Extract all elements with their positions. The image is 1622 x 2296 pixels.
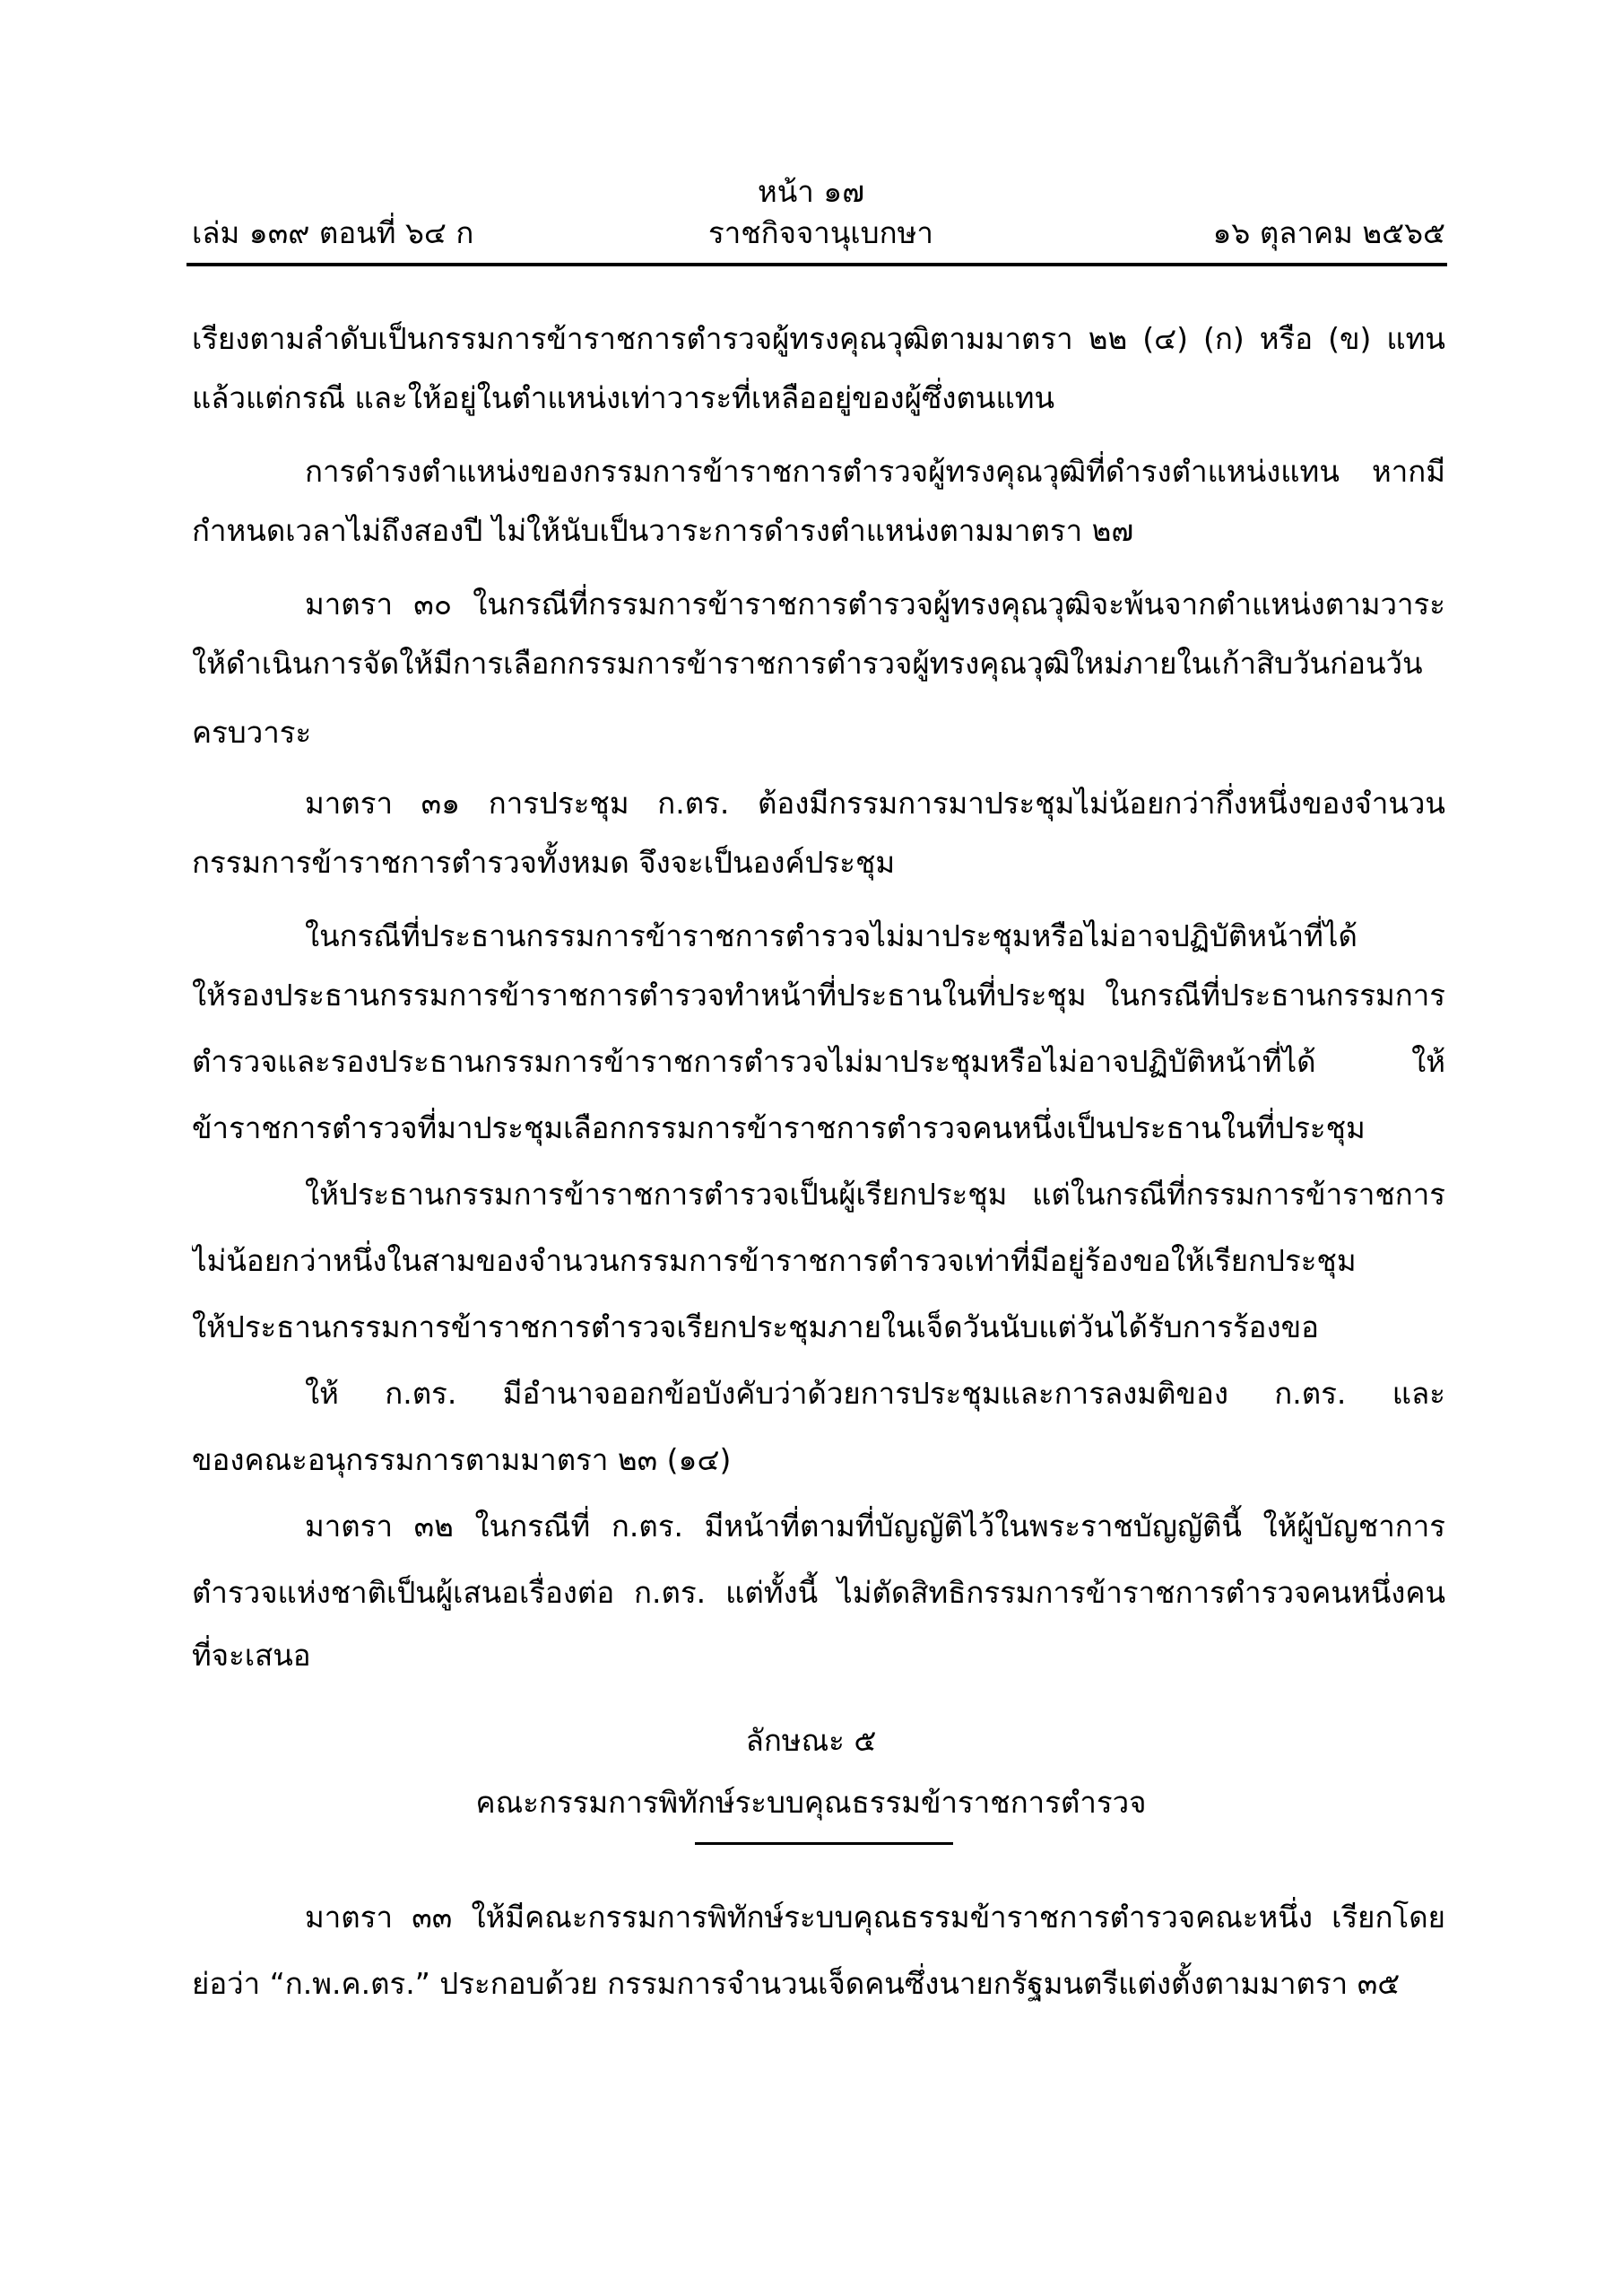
text-line: ครบวาระ (192, 715, 312, 750)
text-line: ในกรณีที่ประธานกรรมการข้าราชการตำรวจไม่มาประชุมหรือไม่อาจปฏิบัติหน้าที่ได้ (305, 918, 1357, 953)
text-line: ไม่น้อยกว่าหนึ่งในสามของจำนวนกรรมการข้าราชการตำรวจเท่าที่มีอยู่ร้องขอให้เรียกประชุม (192, 1243, 1357, 1278)
text-line: กรรมการข้าราชการตำรวจทั้งหมด จึงจะเป็นองค์ประชุม (192, 845, 896, 880)
text-line: ตำรวจแห่งชาติเป็นผู้เสนอเรื่องต่อ ก.ตร. แต่ทั้งนี้ ไม่ตัดสิทธิกรรมการข้าราชการตำรวจคนหนึ่งคน (192, 1575, 1445, 1610)
text-line: ให้ ก.ตร. มีอำนาจออกข้อบังคับว่าด้วยการประชุมและการลงมติของ ก.ตร. และ (305, 1376, 1445, 1411)
publication-date: ๑๖ ตุลาคม ๒๕๖๕ (1212, 215, 1445, 250)
text-line: ที่จะเสนอ (192, 1638, 311, 1673)
volume-issue: เล่ม ๑๓๙ ตอนที่ ๖๔ ก (192, 215, 474, 250)
text-line: ให้ดำเนินการจัดให้มีการเลือกกรรมการข้าราชการตำรวจผู้ทรงคุณวุฒิใหม่ภายในเก้าสิบวันก่อนวัน (192, 646, 1423, 681)
section-30-line: มาตรา ๓๐ ในกรณีที่กรรมการข้าราชการตำรวจผู้ทรงคุณวุฒิจะพ้นจากตำแหน่งตามวาระ (305, 587, 1445, 622)
text-line: ให้ประธานกรรมการข้าราชการตำรวจเรียกประชุมภายในเจ็ดวันนับแต่วันได้รับการร้องขอ (192, 1309, 1319, 1344)
page-number: หน้า ๑๗ (757, 174, 865, 209)
section-divider (695, 1842, 953, 1845)
section-31-line: มาตรา ๓๑ การประชุม ก.ตร. ต้องมีกรรมการมาประชุมไม่น้อยกว่ากึ่งหนึ่งของจำนวน (305, 786, 1445, 821)
text-line: ของคณะอนุกรรมการตามมาตรา ๒๓ (๑๔) (192, 1442, 732, 1477)
publication-title: ราชกิจจานุเบกษา (708, 215, 933, 250)
text-line: ให้รองประธานกรรมการข้าราชการตำรวจทำหน้าที่ประธานในที่ประชุม ในกรณีที่ประธานกรรมการ (192, 978, 1445, 1013)
text-line: ตำรวจและรองประธานกรรมการข้าราชการตำรวจไม่มาประชุมหรือไม่อาจปฏิบัติหน้าที่ได้ ให้ (192, 1044, 1445, 1079)
text-line: กำหนดเวลาไม่ถึงสองปี ไม่ให้นับเป็นวาระการดำรงตำแหน่งตามมาตรา ๒๗ (192, 513, 1134, 548)
text-line: การดำรงตำแหน่งของกรรมการข้าราชการตำรวจผู้ทรงคุณวุฒิที่ดำรงตำแหน่งแทน หากมี (305, 454, 1445, 489)
section-32-line: มาตรา ๓๒ ในกรณีที่ ก.ตร. มีหน้าที่ตามที่บัญญัติไว้ในพระราชบัญญัตินี้ ให้ผู้บัญชาการ (305, 1509, 1445, 1544)
text-line: ให้ประธานกรรมการข้าราชการตำรวจเป็นผู้เรียกประชุม แต่ในกรณีที่กรรมการข้าราชการ (305, 1177, 1445, 1212)
text-line: เรียงตามลำดับเป็นกรรมการข้าราชการตำรวจผู้ทรงคุณวุฒิตามมาตรา ๒๒ (๔) (ก) หรือ (ข) แทน (192, 321, 1445, 356)
text-line: ข้าราชการตำรวจที่มาประชุมเลือกกรรมการข้าราชการตำรวจคนหนึ่งเป็นประธานในที่ประชุม (192, 1110, 1366, 1145)
text-line: ย่อว่า “ก.พ.ค.ตร.” ประกอบด้วย กรรมการจำนวนเจ็ดคนซึ่งนายกรัฐมนตรีแต่งตั้งตามมาตรา ๓๕ (192, 1966, 1401, 2001)
part-subtitle: คณะกรรมการพิทักษ์ระบบคุณธรรมข้าราชการตำรวจ (475, 1785, 1147, 1820)
part-title: ลักษณะ ๕ (745, 1723, 877, 1758)
text-line: แล้วแต่กรณี และให้อยู่ในตำแหน่งเท่าวาระที่เหลืออยู่ของผู้ซึ่งตนแทน (192, 380, 1055, 415)
header-divider (186, 263, 1447, 266)
section-33-line: มาตรา ๓๓ ให้มีคณะกรรมการพิทักษ์ระบบคุณธรรมข้าราชการตำรวจคณะหนึ่ง เรียกโดย (305, 1900, 1445, 1935)
